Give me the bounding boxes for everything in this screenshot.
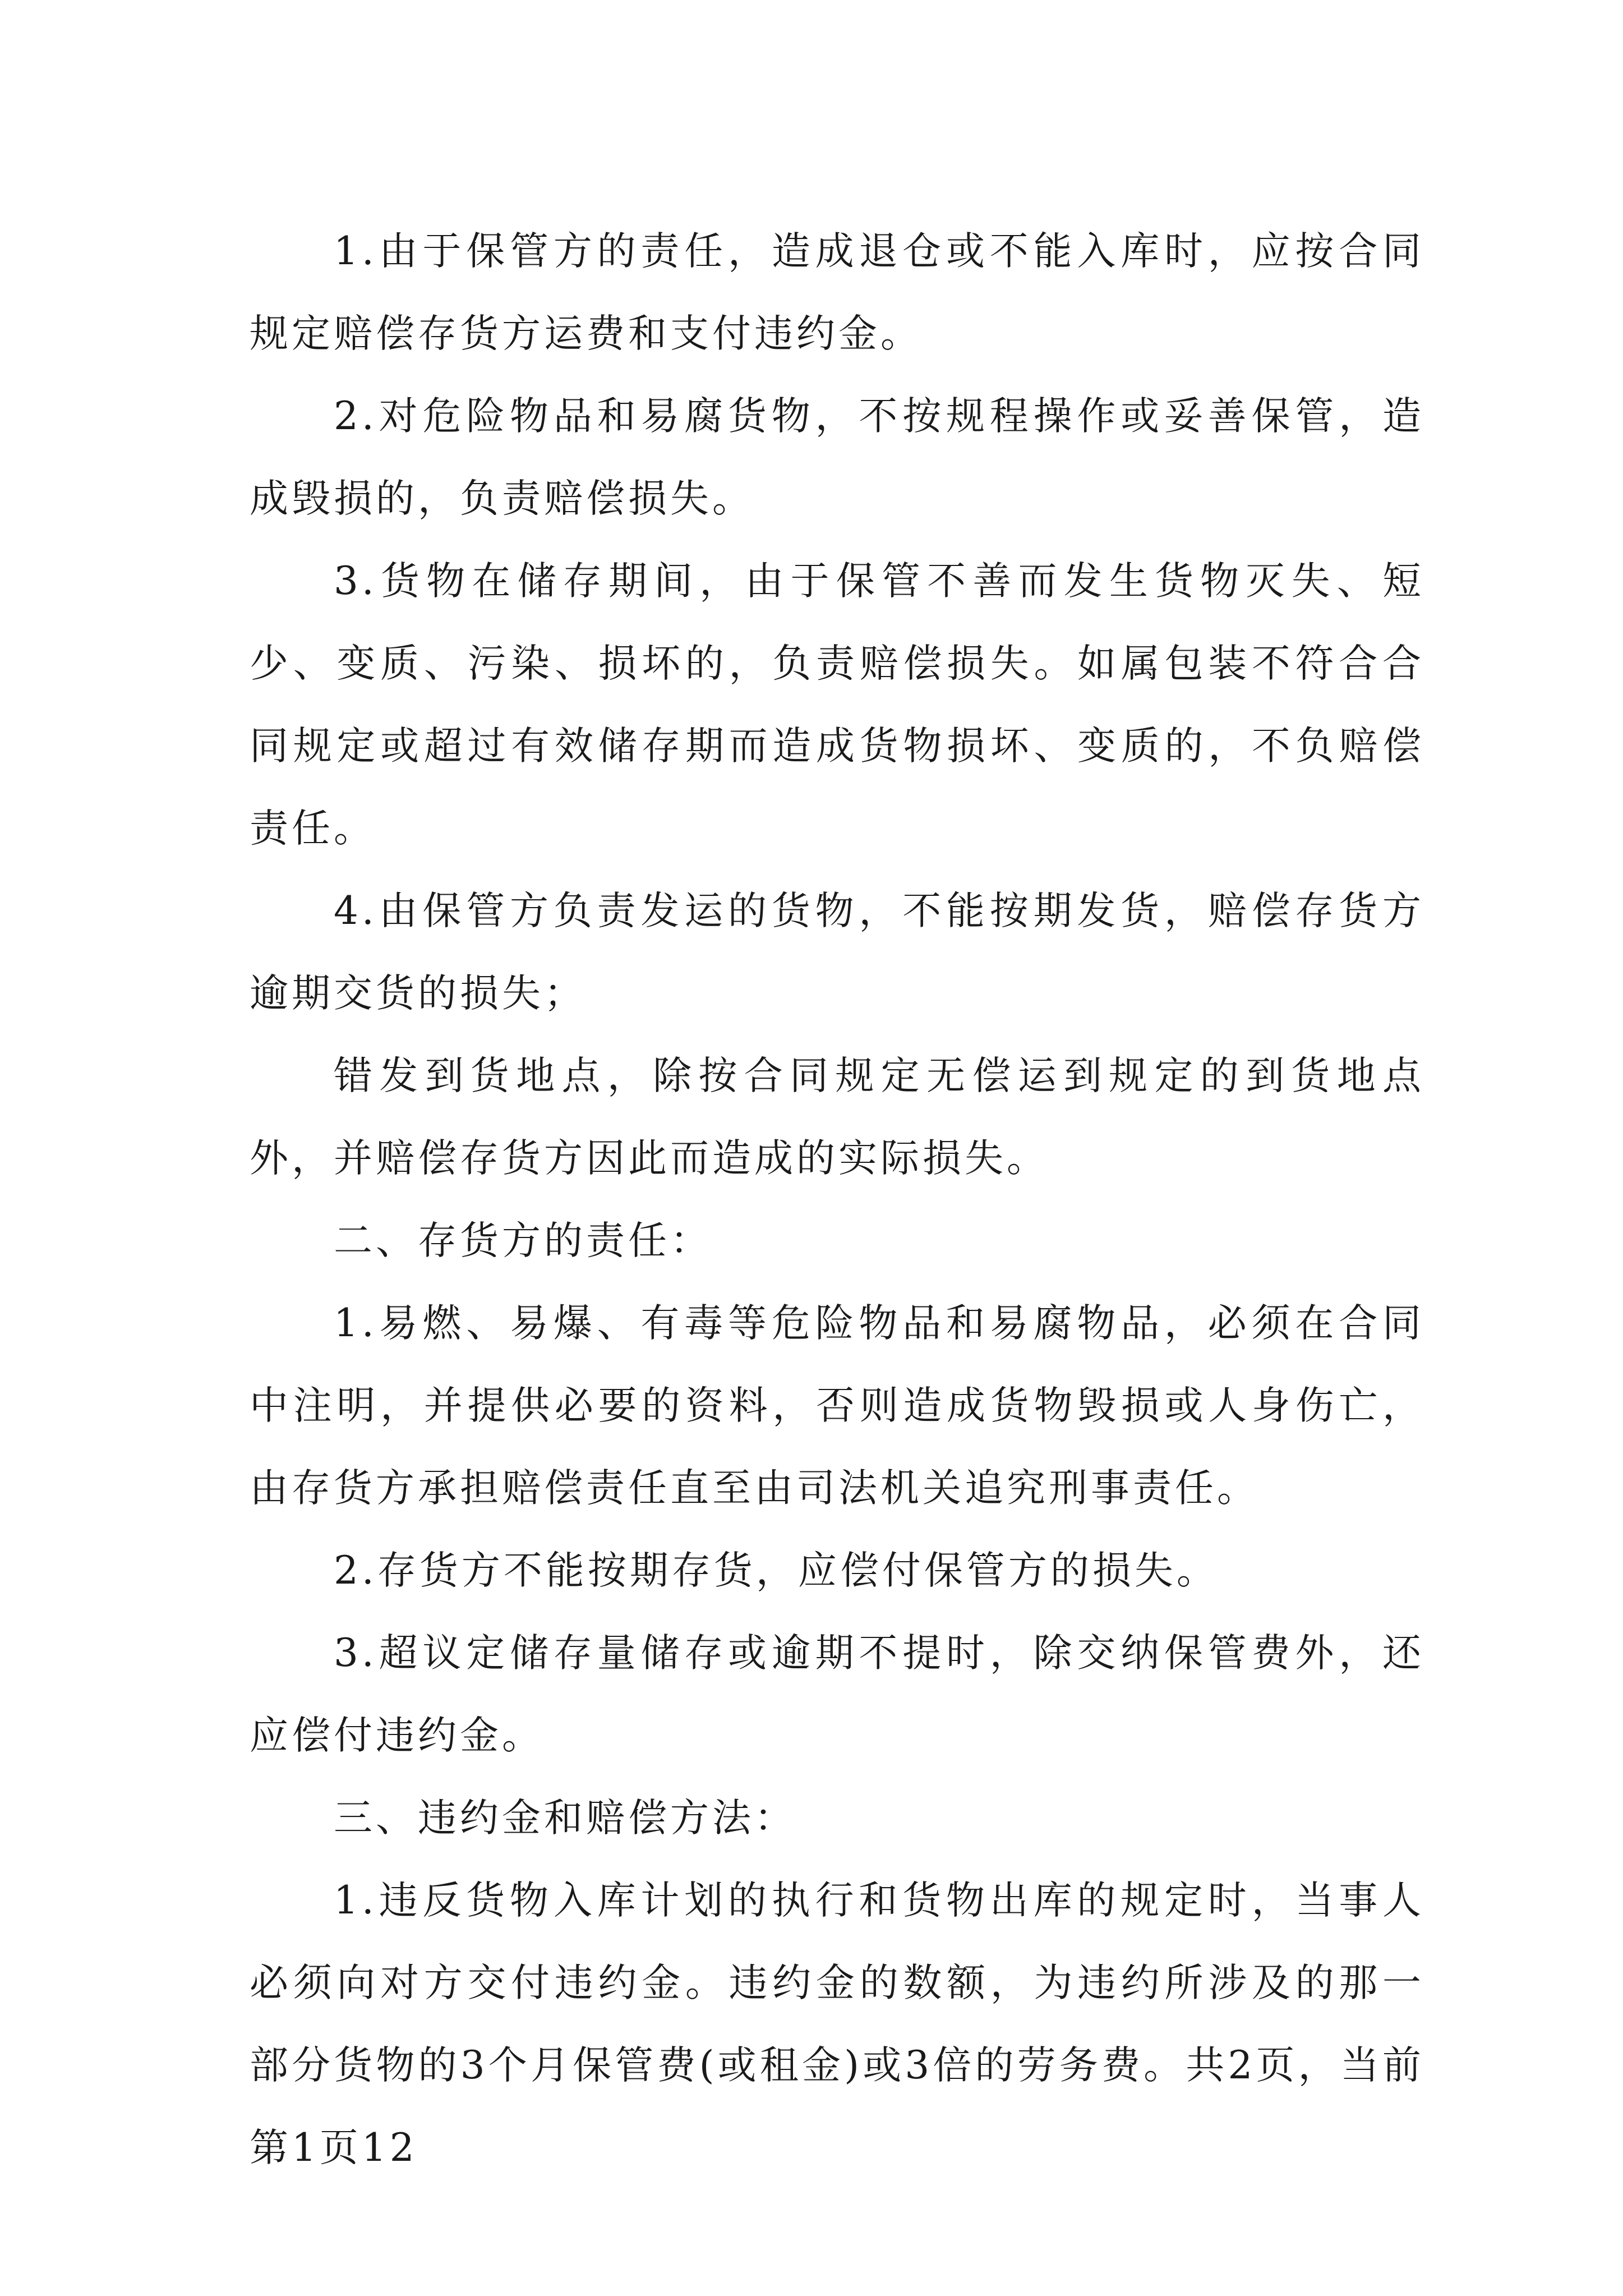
paragraph-5: 错发到货地点，除按合同规定无偿运到规定的到货地点外，并赔偿存货方因此而造成的实际损失。	[250, 1053, 1424, 1181]
paragraph-6: 1.易燃、易爆、有毒等危险物品和易腐物品，必须在合同中注明，并提供必要的资料，否则造成货物毁损或人身伤亡，由存货方承担赔偿责任直至由司法机关追究刑事责任。	[250, 1301, 1424, 1511]
paragraph-8: 3.超议定储存量储存或逾期不提时，除交纳保管费外，还应偿付违约金。	[250, 1631, 1424, 1758]
paragraph-1: 1.由于保管方的责任，造成退仓或不能入库时，应按合同规定赔偿存货方运费和支付违约金。	[250, 229, 1424, 356]
paragraph-7: 2.存货方不能按期存货，应偿付保管方的损失。	[334, 1548, 1219, 1593]
paragraph-9: 1.违反货物入库计划的执行和货物出库的规定时，当事人必须向对方交付违约金。违约金的数额，为违约所涉及的那一部分货物的3个月保管费(或租金)或3倍的劳务费。共2页，当前第1页12	[250, 1878, 1424, 2170]
section-heading-2: 二、存货方的责任：	[334, 1218, 712, 1263]
paragraph-2: 2.对危险物品和易腐货物，不按规程操作或妥善保管，造成毁损的，负责赔偿损失。	[250, 394, 1424, 521]
paragraph-3: 3.货物在储存期间，由于保管不善而发生货物灭失、短少、变质、污染、损坏的，负责赔偿损失。如属包装不符合合同规定或超过有效储存期而造成货物损坏、变质的，不负赔偿责任。	[250, 559, 1424, 851]
paragraph-4: 4.由保管方负责发运的货物，不能按期发货，赔偿存货方逾期交货的损失；	[250, 889, 1424, 1016]
document-body	[250, 210, 1424, 2189]
section-heading-3: 三、违约金和赔偿方法：	[334, 1796, 796, 1841]
